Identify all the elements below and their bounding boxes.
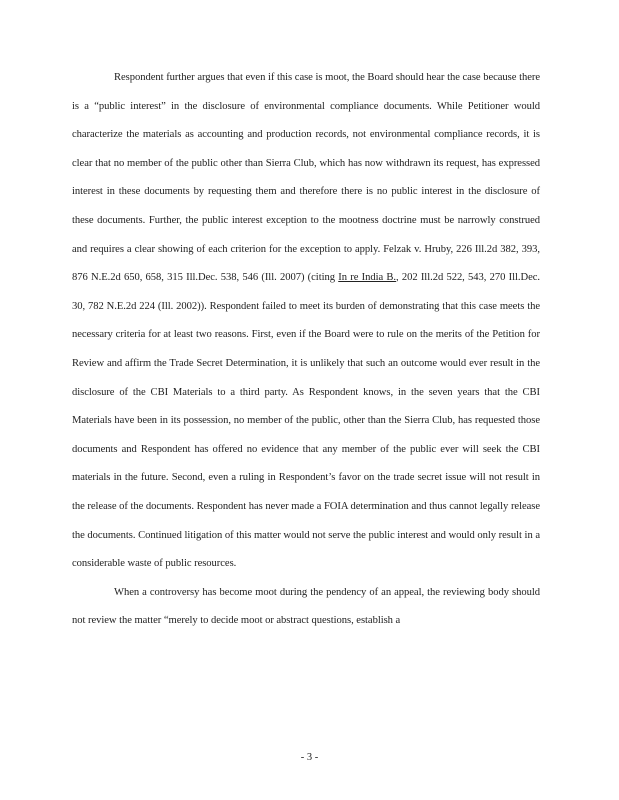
paragraph-mootness — [72, 579, 540, 636]
paragraph-public-interest — [72, 64, 540, 579]
paragraph-text-continued: , 202 Ill.2d 522, 543, 270 Ill.Dec. 30, 782 N.E.2d 224 (Ill. 2002)). Respondent failed to meet its burden of demonstrating that this case meets the necessary criteria for at least two reasons. First, even if the Board were to rule on the merits of the Petition for Review and affirm the Trade Secret Determination, it is unlikely that such an outcome would ever result in the disclosure of the CBI Materials to a third party. As Respondent knows, in the seven years that the CBI Materials have been in its possession, no member of the public, other than the Sierra Club, has requested those documents and Respondent has offered no evidence that any member of the public ever will seek the CBI materials in the future. Second, even a ruling in Respondent’s favor on the trade secret issue will not result in the release of the documents. Respondent has never made a FOIA determination and thus cannot legally release the documents. Continued litigation of this matter would not serve the public interest and would only result in a considerable waste of public resources. — [72, 272, 540, 570]
page-number: - 3 - — [300, 752, 319, 763]
body-text — [72, 64, 540, 636]
paragraph-text: When a controversy has become moot during the pendency of an appeal, the reviewing body should not review the matter “merely to decide moot or abstract questions, establish a — [72, 586, 540, 627]
case-citation: In re India B. — [338, 272, 396, 284]
paragraph-text: Respondent further argues that even if this case is moot, the Board should hear the case because there is a “public interest” in the disclosure of environmental compliance documents. While Petitioner would characterize the materials as accounting and production records, not environmental compliance records, it is clear that no member of the public other than Sierra Club, which has now withdrawn its request, has expressed interest in these documents by requesting them and therefore there is no public interest in the disclosure of these documents. Further, the public interest exception to the mootness doctrine must be narrowly construed and requires a clear showing of each criterion for the exception to apply. Felzak v. Hruby, 226 Ill.2d 382, 393, 876 N.E.2d 650, 658, 315 Ill.Dec. 538, 546 (Ill. 2007) (citing — [72, 72, 540, 284]
